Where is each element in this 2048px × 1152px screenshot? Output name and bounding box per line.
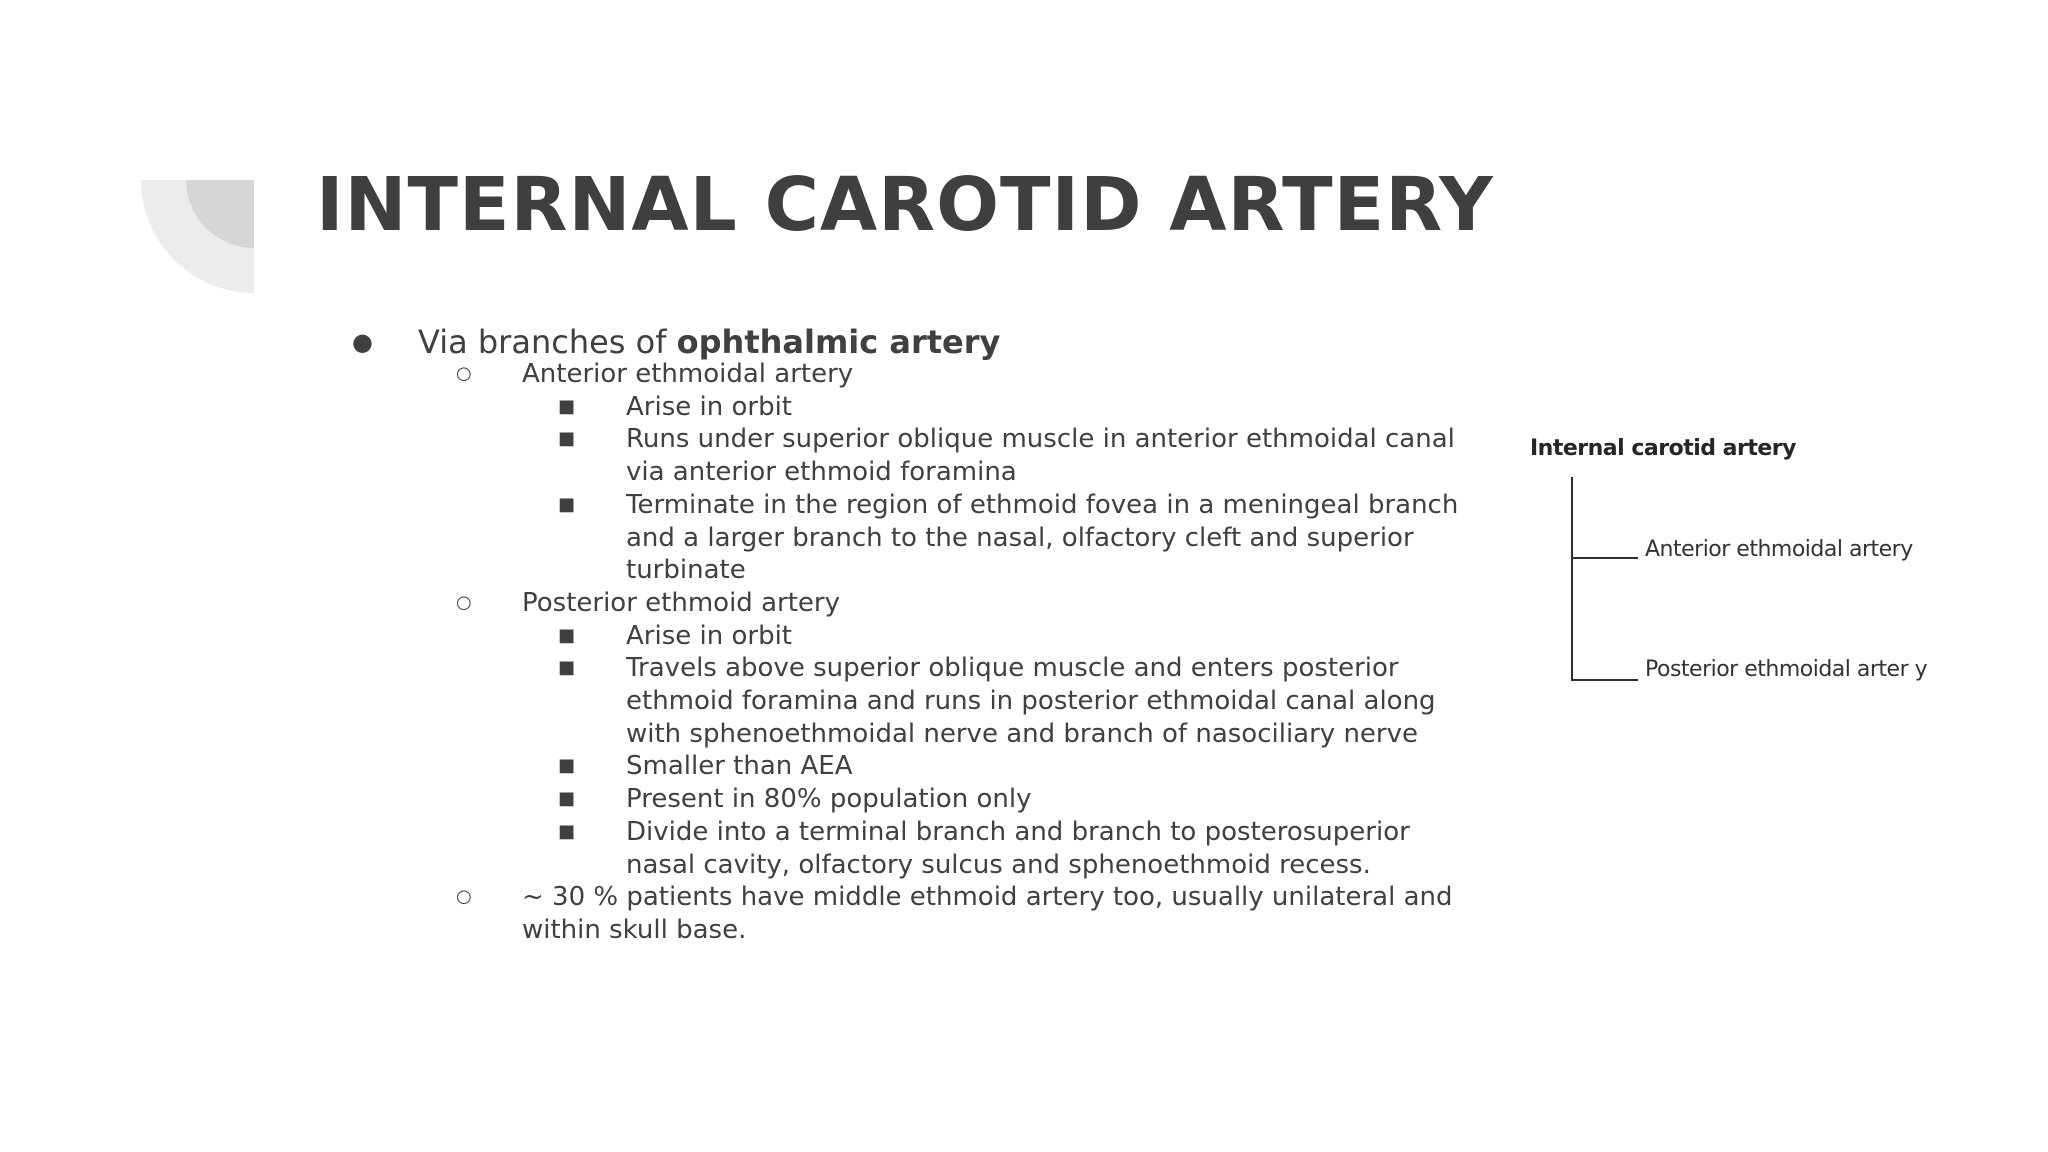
- list-item: [340, 816, 1460, 881]
- list-item-text: Travels above superior oblique muscle and enters posterior ethmoid foramina and runs in posterior ethmoidal canal along with sphenoethmoidal nerve and branch of nasociliary nerve: [626, 653, 1436, 749]
- list-item: [340, 423, 1460, 488]
- list-item-text: Divide into a terminal branch and branch to posterosuperior nasal cavity, olfactory sulcus and sphenoethmoid recess.: [626, 816, 1410, 880]
- decorative-quarter-circle-shape: [141, 180, 254, 293]
- list-item: [340, 652, 1460, 750]
- list-item: [340, 489, 1460, 587]
- list-item: [340, 358, 1460, 391]
- list-item-text: Terminate in the region of ethmoid fovea in a meningeal branch and a larger branch to the nasal, olfactory cleft and superior turbinate: [626, 489, 1459, 586]
- list-item-text: Arise in orbit: [626, 620, 792, 651]
- list-item: [340, 587, 1460, 620]
- bullet-hollow-circle-icon: ○: [456, 363, 472, 384]
- bullet-square-icon: ■: [558, 395, 576, 417]
- artery-branch-diagram: [1520, 425, 1980, 705]
- list-item-text: Via branches of ophthalmic artery: [418, 323, 1001, 361]
- list-item: [340, 620, 1460, 653]
- bullet-filled-circle-icon: ●: [352, 328, 373, 356]
- slide-title: INTERNAL CAROTID ARTERY: [316, 162, 1494, 248]
- diagram-branch-label-anterior: Anterior ethmoidal artery: [1645, 537, 1913, 562]
- bullet-list: [340, 320, 1460, 947]
- list-item-text: ~ 30 % patients have middle ethmoid artery too, usually unilateral and within skull base.: [522, 882, 1453, 945]
- bullet-square-icon: ■: [558, 493, 576, 515]
- diagram-branch-label-posterior: Posterior ethmoidal arter y: [1645, 657, 1928, 682]
- list-item-text: Anterior ethmoidal artery: [522, 359, 854, 389]
- diagram-root-label: Internal carotid artery: [1530, 436, 1796, 461]
- bullet-square-icon: ■: [558, 788, 576, 810]
- list-item-text: Runs under superior oblique muscle in anterior ethmoidal canal via anterior ethmoid foramina: [626, 424, 1455, 488]
- list-item: [340, 750, 1460, 783]
- bullet-square-icon: ■: [558, 657, 576, 679]
- bold-term: ophthalmic artery: [676, 323, 1001, 361]
- list-item: [340, 783, 1460, 816]
- list-item-text: Arise in orbit: [626, 391, 792, 422]
- bullet-hollow-circle-icon: ○: [456, 886, 472, 908]
- list-item-text: Posterior ethmoid artery: [522, 587, 840, 618]
- bullet-hollow-circle-icon: ○: [456, 591, 472, 613]
- bullet-square-icon: ■: [558, 624, 576, 646]
- list-item: [340, 391, 1460, 424]
- list-item-text: Present in 80% population only: [626, 784, 1032, 815]
- bullet-square-icon: ■: [558, 428, 576, 450]
- bullet-square-icon: ■: [558, 820, 576, 842]
- list-item: [340, 881, 1460, 946]
- list-item-text: Smaller than AEA: [626, 751, 853, 782]
- bullet-square-icon: ■: [558, 755, 576, 777]
